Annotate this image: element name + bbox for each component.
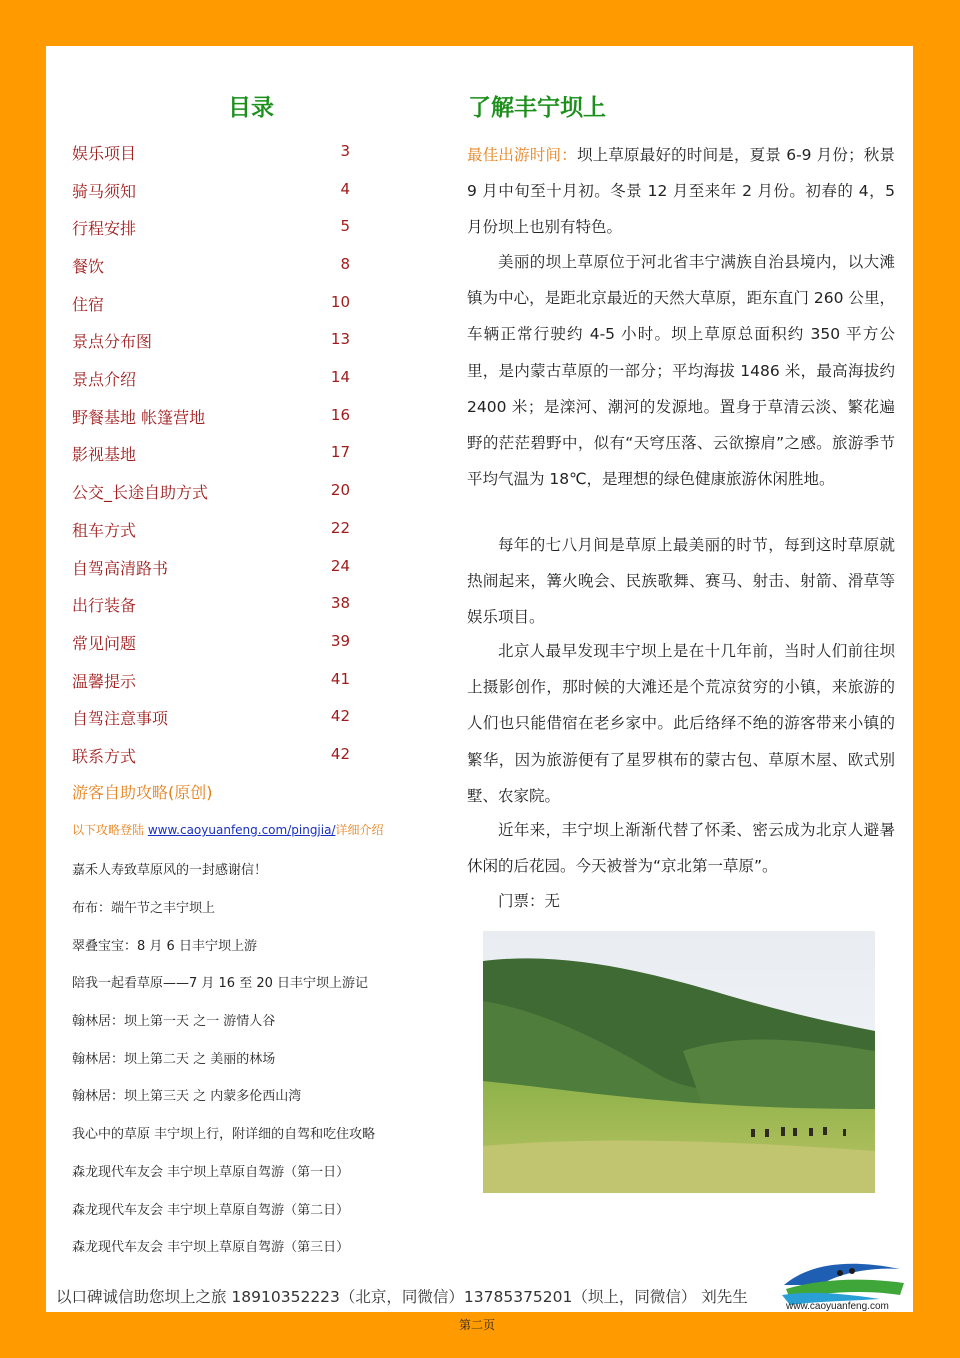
guide-item[interactable]: 翰林居：坝上第二天 之 美丽的林场 [72, 1052, 276, 1067]
toc-item-label: 出行装备 [72, 596, 137, 615]
toc-item-label: 住宿 [72, 295, 105, 314]
season-paragraph: 每年的七八月间是草原上最美丽的时节，每到这时草原就热闹起来，篝火晚会、民族歌舞、赛马、射击、射箭、滑草等娱乐项目。 [467, 536, 895, 627]
about-title: 了解丰宁坝上 [468, 95, 606, 121]
guide-item[interactable]: 陪我一起看草原——7 月 16 至 20 日丰宁坝上游记 [72, 976, 369, 991]
toc-item[interactable] [72, 669, 350, 693]
toc-item-page: 24 [330, 557, 350, 575]
logo-url[interactable]: www.caoyuanfeng.com [786, 1301, 889, 1312]
toc-item-page: 10 [330, 293, 350, 311]
toc-item-page: 5 [340, 217, 350, 235]
toc-item-page: 17 [330, 443, 350, 461]
guide-item[interactable]: 森龙现代车友会 丰宁坝上草原自驾游（第三日） [72, 1240, 350, 1255]
grassland-photo [483, 931, 875, 1193]
toc-item-page: 20 [330, 481, 350, 499]
toc-item-label: 自驾高清路书 [72, 559, 169, 578]
toc-item-page: 16 [330, 406, 350, 424]
recent-paragraph: 近年来，丰宁坝上渐渐代替了怀柔、密云成为北京人避暑休闲的后花园。今天被誉为“京北第一草原”。 [467, 821, 895, 876]
toc-title: 目录 [228, 95, 274, 121]
toc-item-label: 影视基地 [72, 445, 137, 464]
guide-item[interactable]: 嘉禾人寿致草原风的一封感谢信！ [72, 863, 268, 878]
toc-item[interactable] [72, 179, 350, 203]
guide-note-suffix: 详细介绍 [335, 823, 384, 837]
toc-item-page: 14 [330, 368, 350, 386]
toc-item[interactable] [72, 442, 350, 466]
ticket-info: 门票：无 [498, 892, 561, 910]
contact-line: 以口碑诚信助您坝上之旅 18910352223（北京，同微信）13785375201（坝上，同微信） 刘先生 [56, 1288, 748, 1306]
toc-item-label: 景点分布图 [72, 332, 153, 351]
toc-item[interactable] [72, 141, 350, 165]
toc-item[interactable] [72, 254, 350, 278]
toc-item-label: 餐饮 [72, 257, 105, 276]
toc-item-label: 常见问题 [72, 634, 137, 653]
guide-item[interactable]: 森龙现代车友会 丰宁坝上草原自驾游（第二日） [72, 1203, 350, 1218]
guide-note-prefix: 以下攻略登陆 [72, 823, 148, 837]
guide-item[interactable]: 翰林居：坝上第三天 之 内蒙多伦西山湾 [72, 1089, 302, 1104]
toc-item-label: 联系方式 [72, 747, 137, 766]
toc-item[interactable] [72, 706, 350, 730]
toc-item-label: 野餐基地 帐篷营地 [72, 408, 206, 427]
best-time-paragraph [467, 137, 895, 246]
toc-item-page: 8 [340, 255, 350, 273]
toc-item-page: 42 [330, 745, 350, 763]
toc-item[interactable] [72, 518, 350, 542]
toc-item-label: 骑马须知 [72, 182, 137, 201]
toc-item-page: 22 [330, 519, 350, 537]
toc-item-page: 41 [330, 670, 350, 688]
guide-link[interactable]: www.caoyuanfeng.com/pingjia/ [147, 823, 336, 837]
toc-item-page: 4 [340, 180, 350, 198]
toc-item[interactable] [72, 631, 350, 655]
toc-item[interactable] [72, 480, 350, 504]
toc-item-page: 39 [330, 632, 350, 650]
toc-item[interactable] [72, 556, 350, 580]
toc-item-page: 38 [330, 594, 350, 612]
toc-item[interactable] [72, 216, 350, 240]
toc-item-label: 娱乐项目 [72, 144, 137, 163]
guide-item[interactable]: 翠叠宝宝：8 月 6 日丰宁坝上游 [72, 939, 257, 954]
toc-item[interactable] [72, 744, 350, 768]
guide-item[interactable]: 森龙现代车友会 丰宁坝上草原自驾游（第一日） [72, 1165, 350, 1180]
guide-item[interactable]: 翰林居：坝上第一天 之一 游情人谷 [72, 1014, 276, 1029]
toc-item-label: 自驾注意事项 [72, 709, 169, 728]
guide-item[interactable]: 我心中的草原 丰宁坝上行，附详细的自驾和吃住攻略 [72, 1127, 376, 1142]
toc-item-page: 13 [330, 330, 350, 348]
toc-item[interactable] [72, 329, 350, 353]
history-paragraph: 北京人最早发现丰宁坝上是在十几年前，当时人们前往坝上摄影创作，那时候的大滩还是个荒凉贫穷的小镇，来旅游的人们也只能借宿在老乡家中。此后络绎不绝的游客带来小镇的繁华，因为旅游便有了星罗棋布的蒙古包、草原木屋、欧式别墅、农家院。 [467, 642, 895, 805]
guide-heading: 游客自助攻略(原创) [72, 783, 213, 802]
toc-item-label: 行程安排 [72, 219, 137, 238]
toc-item-label: 公交_长途自助方式 [72, 483, 209, 502]
toc-item-page: 42 [330, 707, 350, 725]
toc-item[interactable] [72, 593, 350, 617]
toc-item[interactable] [72, 367, 350, 391]
intro-paragraph: 美丽的坝上草原位于河北省丰宁满族自治县境内，以大滩镇为中心，是距北京最近的天然大草原，距东直门 260 公里，车辆正常行驶约 4-5 小时。坝上草原总面积约 350 平方公里，是内蒙古草原的一部分；平均海拔 1486 米，最高海拔约 2400 米；是滦河、潮河的发源地。置身于草清云淡、繁花遍野的茫茫碧野中，似有“天穹压落、云欲擦肩”之感。旅游季节平均气温为 18℃，是理想的绿色健康旅游休闲胜地。 [467, 253, 895, 489]
best-time-text: 坝上草原最好的时间是，夏景 6-9 月份；秋景 9 月中旬至十月初。冬景 12 月至来年 2 月份。初春的 4，5 月份坝上也别有特色。 [467, 146, 895, 237]
toc-item-label: 景点介绍 [72, 370, 137, 389]
guide-item[interactable]: 布布：端午节之丰宁坝上 [72, 901, 216, 916]
toc-item-page: 3 [340, 142, 350, 160]
toc-item[interactable] [72, 405, 350, 429]
toc-item-label: 租车方式 [72, 521, 137, 540]
page-number: 第二页 [459, 1318, 496, 1332]
guide-note [72, 821, 384, 838]
toc-item-label: 温馨提示 [72, 672, 137, 691]
toc-item[interactable] [72, 292, 350, 316]
best-time-label: 最佳出游时间： [467, 146, 577, 164]
